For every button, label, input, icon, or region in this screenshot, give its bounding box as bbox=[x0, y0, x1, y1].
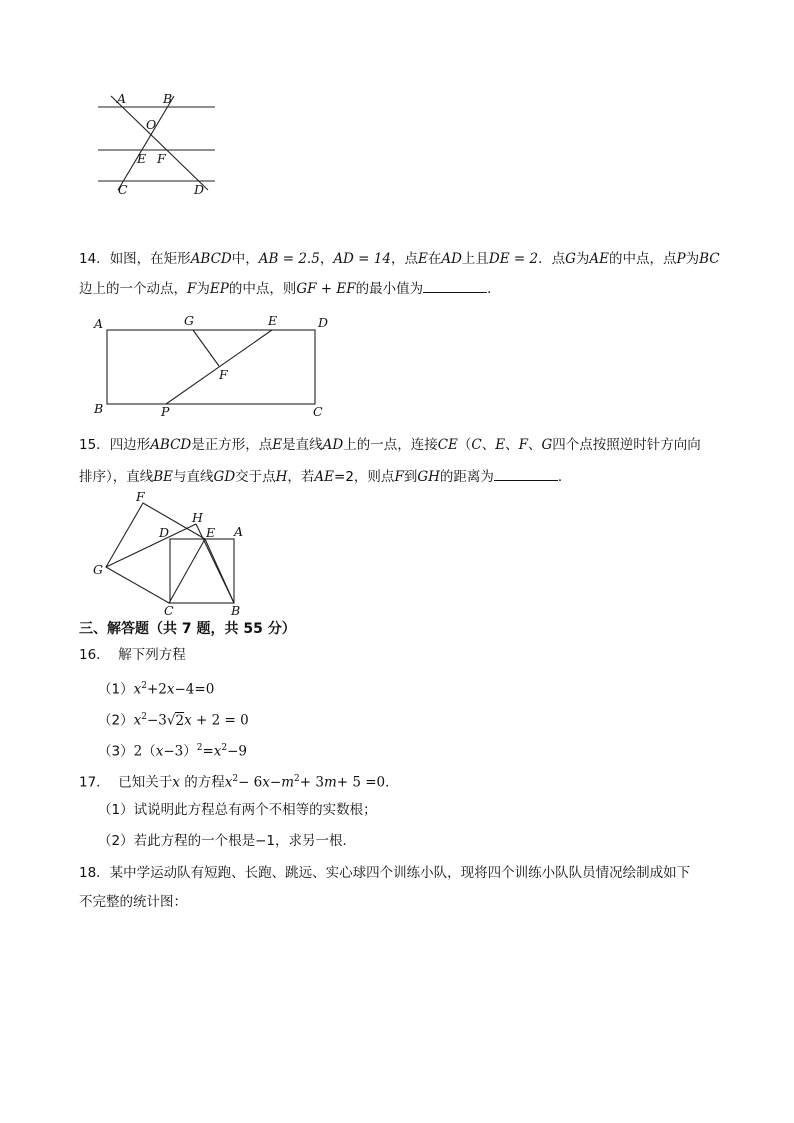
text: 上且 bbox=[461, 251, 489, 267]
q16-part-1 bbox=[98, 677, 214, 699]
text: 如图，在矩形 bbox=[109, 251, 191, 267]
math: H bbox=[275, 469, 288, 485]
text: 排序），直线 bbox=[79, 469, 154, 485]
section-title: 三、解答题（共 7 题，共 55 分） bbox=[79, 621, 296, 637]
math: G bbox=[565, 251, 576, 267]
text: 解下列方程 bbox=[118, 647, 186, 663]
text: 已知关于 bbox=[118, 774, 173, 791]
text: 交于点 bbox=[235, 469, 276, 485]
superscript: 2 bbox=[294, 774, 300, 784]
math: = bbox=[202, 743, 214, 760]
question-number: 15． bbox=[79, 437, 110, 453]
fig13-label-b: B bbox=[163, 91, 173, 106]
fig14-label-e: E bbox=[268, 313, 278, 328]
text: 为 bbox=[685, 251, 700, 267]
math: BE bbox=[153, 469, 174, 485]
fig14-label-p: P bbox=[161, 404, 170, 419]
text: 为 bbox=[196, 281, 210, 297]
q18-line-2: 不完整的统计图： bbox=[79, 894, 187, 910]
math: ABCD bbox=[150, 437, 192, 453]
fig15-label-e: E bbox=[206, 525, 216, 540]
math: F bbox=[394, 469, 404, 485]
math: x bbox=[133, 681, 142, 698]
part-number: （3） bbox=[98, 743, 134, 760]
fig13-label-c: C bbox=[118, 182, 128, 197]
fig13-label-e: E bbox=[137, 151, 147, 166]
q17-part-1: （1）试说明此方程总有两个不相等的实数根； bbox=[98, 802, 377, 818]
fig15-label-h: H bbox=[192, 510, 203, 525]
math: CE bbox=[437, 437, 458, 453]
question-number: 16． bbox=[79, 647, 110, 663]
part-number: （2） bbox=[98, 712, 134, 729]
math: F bbox=[187, 281, 197, 297]
fig14-label-d: D bbox=[318, 315, 329, 330]
math: GH bbox=[417, 469, 440, 485]
fig13-label-d: D bbox=[194, 182, 205, 197]
text: ． bbox=[557, 469, 572, 485]
math: x bbox=[166, 681, 175, 698]
text: 、 bbox=[481, 437, 496, 453]
figure-13 bbox=[90, 88, 230, 200]
math: DE = 2 bbox=[488, 251, 539, 267]
fig14-label-a: A bbox=[94, 316, 104, 331]
math: x bbox=[184, 712, 192, 729]
text: 到 bbox=[403, 469, 418, 485]
q15-line-2 bbox=[79, 468, 571, 486]
math: AE bbox=[314, 469, 335, 485]
math: −3） bbox=[163, 743, 197, 760]
math: + 3 bbox=[299, 774, 324, 791]
fig15-label-d: D bbox=[159, 525, 170, 540]
math: x bbox=[155, 743, 164, 760]
text: ．点 bbox=[538, 251, 566, 267]
math: +2 bbox=[146, 681, 167, 698]
superscript: 2 bbox=[141, 712, 147, 722]
math: E bbox=[272, 437, 283, 453]
fig13-label-a: A bbox=[117, 91, 127, 106]
math: x bbox=[172, 774, 180, 791]
superscript: 2 bbox=[232, 774, 239, 784]
math: + 5 =0． bbox=[336, 774, 399, 791]
fig14-label-c: C bbox=[313, 404, 323, 419]
text: 是正方形，点 bbox=[191, 437, 273, 453]
text: （ bbox=[457, 437, 472, 453]
part-number: （1） bbox=[98, 681, 134, 698]
question-number: 17． bbox=[79, 774, 110, 791]
text: 是直线 bbox=[282, 437, 323, 453]
text: 的最小值为 bbox=[355, 281, 424, 297]
math: G bbox=[541, 437, 553, 453]
fig15-label-g: G bbox=[93, 562, 103, 577]
math: x bbox=[262, 774, 270, 791]
math: m bbox=[323, 774, 337, 791]
superscript: 2 bbox=[141, 681, 147, 691]
q16-title bbox=[79, 646, 186, 664]
math: BC bbox=[699, 251, 720, 267]
text: 的距离为 bbox=[439, 469, 494, 485]
q14-line-2 bbox=[79, 280, 501, 298]
math: AE bbox=[589, 251, 609, 267]
text: 四边形 bbox=[109, 437, 151, 453]
answer-blank[interactable] bbox=[494, 468, 558, 481]
math: x bbox=[133, 712, 142, 729]
figure-14 bbox=[88, 310, 338, 422]
math: 2（ bbox=[133, 743, 156, 760]
math: − bbox=[269, 774, 282, 791]
q14-line-1 bbox=[79, 250, 720, 268]
q16-part-2 bbox=[98, 708, 249, 730]
text: ． bbox=[487, 281, 501, 297]
text: ，点 bbox=[390, 251, 418, 267]
math: F bbox=[518, 437, 528, 453]
math: − 6 bbox=[238, 774, 263, 791]
fig15-label-b: B bbox=[231, 603, 241, 618]
math: P bbox=[676, 251, 686, 267]
fig15-label-f: F bbox=[136, 489, 145, 504]
text: 中， bbox=[231, 251, 259, 267]
fig15-label-c: C bbox=[164, 603, 174, 618]
text: 的方程 bbox=[184, 774, 225, 791]
superscript: 2 bbox=[196, 743, 203, 753]
math: AD = 14 bbox=[333, 251, 391, 267]
text: 、 bbox=[505, 437, 519, 453]
math: AB = 2.5 bbox=[258, 251, 320, 267]
q18-line-1: 18．某中学运动队有短跑、长跑、跳远、实心球四个训练小队，现将四个训练小队队员情况绘制成如下 bbox=[79, 865, 691, 881]
fig14-label-b: B bbox=[94, 401, 104, 416]
fig13-label-o: O bbox=[146, 117, 157, 132]
text: 与直线 bbox=[173, 469, 214, 485]
answer-blank[interactable] bbox=[423, 280, 487, 293]
math: x bbox=[224, 774, 233, 791]
text: ， bbox=[319, 251, 334, 267]
math: GD bbox=[213, 469, 236, 485]
superscript: 2 bbox=[221, 743, 228, 753]
text: 的中点，则 bbox=[228, 281, 297, 297]
text: 为 bbox=[575, 251, 590, 267]
math: −4=0 bbox=[174, 681, 215, 698]
text: 的中点，点 bbox=[608, 251, 677, 267]
math: E bbox=[417, 251, 428, 267]
math: −9 bbox=[227, 743, 248, 760]
q15-line-1 bbox=[79, 436, 701, 454]
math: GF + EF bbox=[296, 281, 356, 297]
math: −3 bbox=[146, 712, 167, 729]
q17-part-2: （2）若此方程的一个根是−1，求另一根． bbox=[98, 833, 356, 849]
text: ，若 bbox=[287, 469, 315, 485]
sqrt-sign: √ bbox=[166, 712, 176, 729]
radicand: 2 bbox=[175, 712, 185, 729]
figure-15 bbox=[88, 486, 258, 618]
math: AD bbox=[322, 437, 344, 453]
math: ABCD bbox=[190, 251, 232, 267]
q16-part-3 bbox=[98, 739, 247, 761]
text: 、 bbox=[527, 437, 542, 453]
math: EP bbox=[209, 281, 229, 297]
question-number: 14． bbox=[79, 251, 110, 267]
fig14-label-f: F bbox=[219, 367, 228, 382]
math: E bbox=[495, 437, 506, 453]
math: C bbox=[471, 437, 482, 453]
text: 边上的一个动点， bbox=[79, 281, 187, 297]
math: AD bbox=[441, 251, 462, 267]
fig13-label-f: F bbox=[157, 151, 166, 166]
text: 四个点按照逆时针方向向 bbox=[552, 437, 701, 453]
fig14-label-g: G bbox=[184, 313, 194, 328]
text: 上的一点，连接 bbox=[343, 437, 438, 453]
math: + 2 = 0 bbox=[191, 712, 249, 729]
math: m bbox=[281, 774, 295, 791]
math: x bbox=[213, 743, 222, 760]
fig15-label-a: A bbox=[234, 524, 244, 539]
q17-stem bbox=[79, 770, 399, 792]
text: 在 bbox=[427, 251, 442, 267]
text: =2，则点 bbox=[334, 469, 395, 485]
